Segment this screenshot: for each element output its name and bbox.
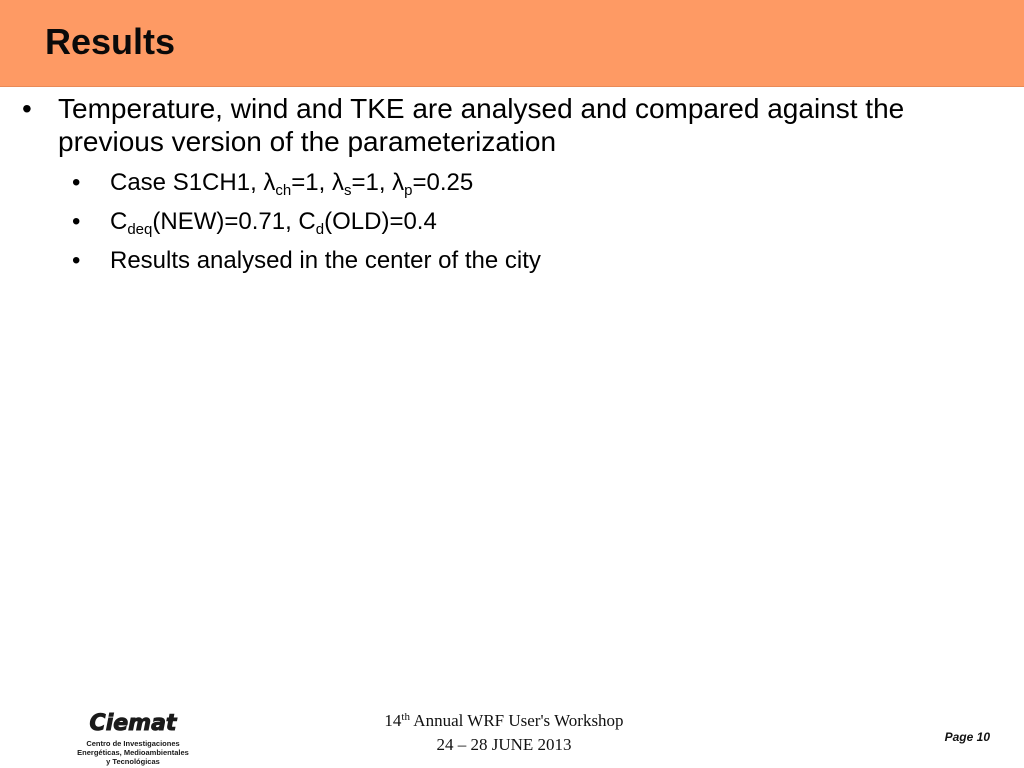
workshop-title <box>0 709 1008 733</box>
workshop-dates: 24 – 28 JUNE 2013 <box>436 735 572 754</box>
footer-workshop <box>0 709 1008 757</box>
lambda-symbol: λ <box>392 169 405 196</box>
bullet-dot: • <box>72 169 81 196</box>
value-p: =0.25 <box>412 169 474 196</box>
subscript-s: s <box>343 182 352 199</box>
subscript-deq: deq <box>127 221 153 238</box>
logo-subtitle-1: Centro de Investigaciones <box>86 739 180 748</box>
value-ch: =1, <box>291 169 332 196</box>
sub-bullet-case <box>20 168 980 197</box>
new-value: (NEW)=0.71, <box>152 208 299 235</box>
workshop-ordinal: 14 <box>384 711 402 730</box>
logo-brand: Ciemat <box>89 712 177 734</box>
workshop-name: Annual WRF User's Workshop <box>409 711 624 730</box>
sub-bullet-coefficients <box>20 207 980 236</box>
workshop-ordinal-suffix: th <box>401 711 410 723</box>
bullet-dot: • <box>72 247 81 274</box>
slide-title: Results <box>45 21 176 62</box>
location-text: Results analysed in the center of the city <box>110 247 541 274</box>
main-bullet-text: Temperature, wind and TKE are analysed and compared against the previous version of the parameterization <box>58 93 905 157</box>
c-symbol: C <box>298 208 316 235</box>
subscript-ch: ch <box>275 182 292 199</box>
value-s: =1, <box>351 169 393 196</box>
page-number: Page 10 <box>944 730 990 744</box>
slide-content <box>20 92 980 285</box>
old-value: (OLD)=0.4 <box>324 208 437 235</box>
main-bullet <box>20 92 980 158</box>
logo-subtitle-3: y Tecnológicas <box>106 757 160 766</box>
case-prefix: Case S1CH1, <box>110 169 264 196</box>
title-bar <box>0 0 1024 87</box>
bullet-dot: • <box>22 93 32 124</box>
subscript-d: d <box>315 221 325 238</box>
lambda-symbol: λ <box>331 169 344 196</box>
c-symbol: C <box>110 208 128 235</box>
logo-subtitle-2: Energéticas, Medioambientales <box>77 748 189 757</box>
lambda-symbol: λ <box>263 169 276 196</box>
bullet-dot: • <box>72 208 81 235</box>
sub-bullet-location <box>20 246 980 275</box>
subscript-p: p <box>404 182 413 199</box>
sub-bullet-list <box>20 168 980 275</box>
